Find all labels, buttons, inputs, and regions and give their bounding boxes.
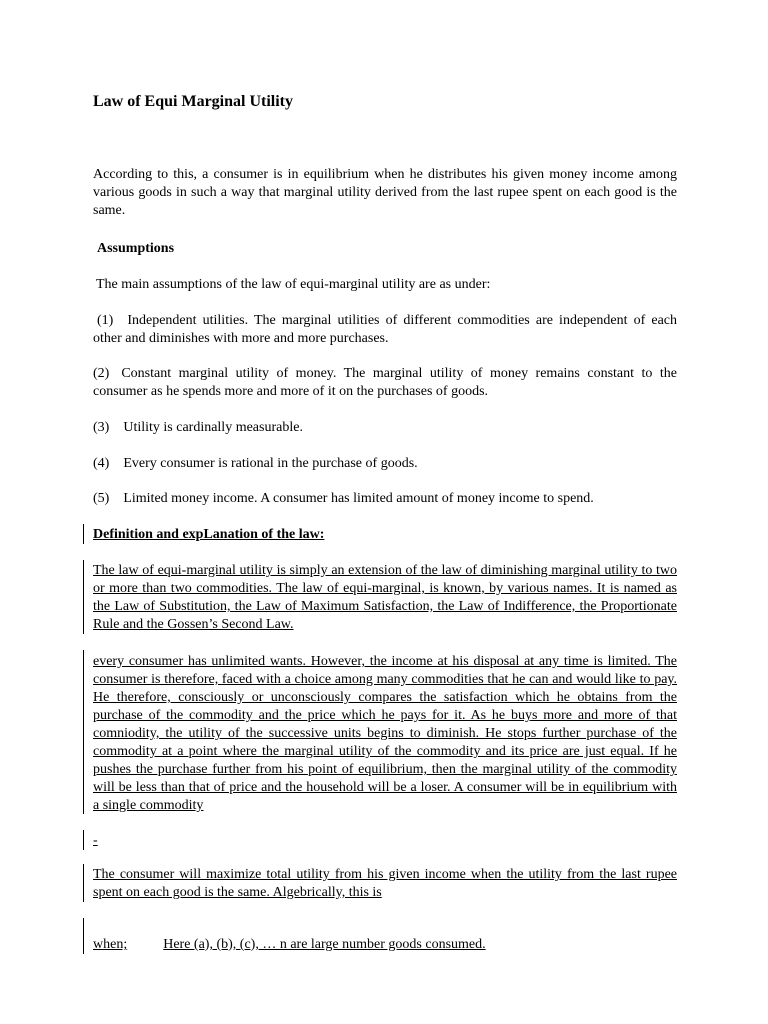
change-bar bbox=[83, 864, 84, 902]
assumptions-heading: Assumptions bbox=[97, 241, 175, 256]
assumption-text: Constant marginal utility of money. The marginal utility of money remains constant to the consumer as he spends more and more of it on the purchases of goods. bbox=[93, 366, 677, 399]
definition-heading: Definition and expLanation of the law: bbox=[93, 527, 325, 542]
maximize-paragraph: The consumer will maximize total utility from his given income when the utility from the last rupee spent on each good is the same. Algebrically, this is bbox=[93, 867, 677, 900]
assumption-item-3 bbox=[93, 419, 303, 437]
assumption-item-2 bbox=[93, 365, 677, 401]
explanation-paragraph: every consumer has unlimited wants. However, the income at his disposal at any time is limited. The consumer is therefore, faced with a choice among many commodities that he can and would like to pay. He therefore, consciously or unconsciously compares the satisfaction which he obtains from the purchase of the commodity and the price which he pays for it. As he buys more and more of that comniodity, the utility of the successive units begins to diminish. He stops further purchase of the commodity at a point where the marginal utility of the commodity and its price are just equal. If he pushes the purchase further from his point of equilibrium, then the marginal utility of the commodity will be less than that of price and the household will be a loser. A consumer will be in equilibrium with a single commodity bbox=[93, 654, 677, 813]
change-bar bbox=[83, 918, 84, 954]
assumption-text: Every consumer is rational in the purchase of goods. bbox=[123, 456, 418, 471]
assumptions-intro: The main assumptions of the law of equi-marginal utility are as under: bbox=[96, 277, 491, 292]
assumption-number: (5) bbox=[93, 491, 110, 506]
assumption-number: (3) bbox=[93, 420, 110, 435]
change-bar bbox=[83, 650, 84, 814]
change-bar bbox=[83, 524, 84, 544]
dash-mark: - bbox=[93, 833, 98, 848]
assumption-item-4 bbox=[93, 455, 418, 473]
assumption-item-1 bbox=[93, 312, 677, 348]
when-line bbox=[93, 936, 486, 954]
assumption-number: (4) bbox=[93, 456, 110, 471]
when-label: when; bbox=[93, 937, 128, 952]
assumption-item-5 bbox=[93, 490, 594, 508]
document-title: Law of Equi Marginal Utility bbox=[93, 93, 294, 110]
when-text: Here (a), (b), (c), … n are large number goods consumed. bbox=[163, 937, 486, 952]
assumption-text: Limited money income. A consumer has limited amount of money income to spend. bbox=[123, 491, 594, 506]
intro-paragraph: According to this, a consumer is in equilibrium when he distributes his given money income among various goods in such a way that marginal utility derived from the last rupee spent on each good is the same. bbox=[93, 167, 677, 218]
change-bar bbox=[83, 560, 84, 634]
change-bar bbox=[83, 830, 84, 850]
assumption-number: (1) bbox=[97, 313, 114, 328]
assumption-text: Utility is cardinally measurable. bbox=[123, 420, 303, 435]
assumption-text: Independent utilities. The marginal utilities of different commodities are independent of each other and diminishes with more and more purchases. bbox=[93, 313, 677, 346]
assumption-number: (2) bbox=[93, 366, 110, 381]
definition-paragraph: The law of equi-marginal utility is simply an extension of the law of diminishing marginal utility to two or more than two commodities. The law of equi-marginal, is known, by various names. It is named as the Law of Substitution, the Law of Maximum Satisfaction, the Law of Indifference, the Proportionate Rule and the Gossen’s Second Law. bbox=[93, 563, 677, 632]
